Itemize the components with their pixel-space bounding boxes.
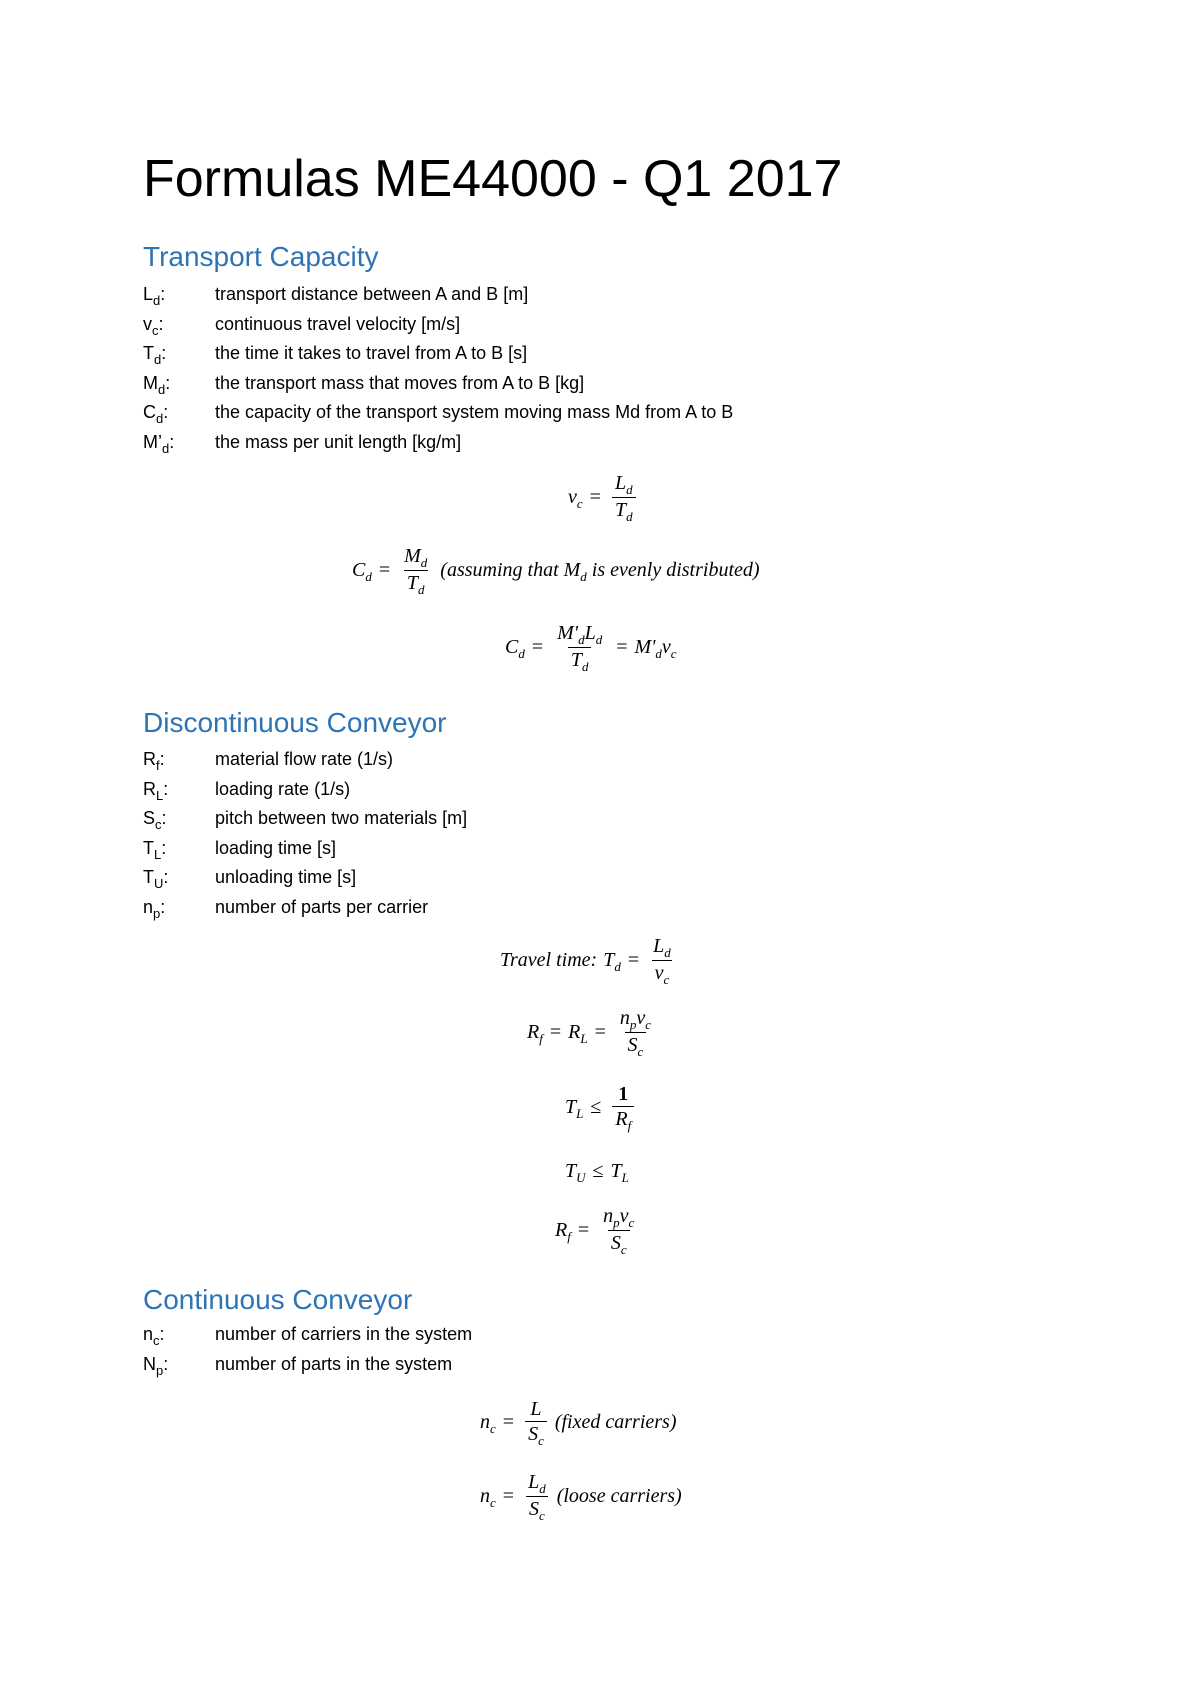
definition-row [143,398,733,428]
definition-row [143,1320,472,1350]
definition-text: loading rate (1/s) [215,778,351,799]
definition-text: number of parts per carrier [215,896,429,917]
loose-carriers-note: (loose carriers) [556,1485,682,1507]
equation-loading-time: $T_L$ ≤ $\frac{1}{R_f}$ [565,1083,638,1132]
travel-time-label: Travel time: [500,949,598,971]
symbol: $n_c$: [143,1324,165,1348]
definition-row [143,745,467,775]
symbol: $M’_d$: [143,431,175,456]
page-title: Formulas ME44000 - Q1 2017 [143,150,843,208]
definition-text: unloading time [s] [215,867,357,887]
equation-loose-carriers: $n_c$ = $\frac{L_d}{S_c}$ (loose carriers) [480,1471,682,1523]
definitions-transport [143,280,733,457]
equation-velocity: $v_c$ = $\frac{L_d}{T_d}$ [568,472,640,523]
definition-row [143,369,733,399]
definition-row [143,775,467,805]
definition-row [143,863,467,893]
symbol: $T_U$: [143,867,169,891]
heading-continuous-conveyor: Continuous Conveyor [143,1284,413,1315]
definition-text: loading time [s] [215,837,337,858]
definition-row [143,339,733,369]
definition-text: pitch between two materials [m] [215,808,468,828]
definition-text: number of parts in the system [215,1353,453,1374]
definition-row [143,310,733,340]
definition-row [143,1350,472,1380]
symbol: $N_p$: [143,1353,169,1378]
definition-row [143,834,467,864]
definition-text: the transport mass that moves from A to B [kg] [215,372,585,393]
symbol: $T_d$: [143,343,167,367]
definition-row [143,893,467,923]
definition-text: number of carriers in the system [215,1324,473,1344]
symbol: $C_d$: [143,402,169,426]
symbol: $n_p$: [143,896,166,921]
symbol: $T_L$: [143,837,167,862]
symbol: $M_d$: [143,372,171,397]
definition-text: material flow rate (1/s) [215,749,394,769]
equation-capacity-per-length: $C_d$ = $\frac{M'_dL_d}{T_d}$ = $M'_dv_c$ [505,622,677,674]
symbol: $L_d$: [143,284,166,308]
equation-travel-time: Travel time: $T_d$ = $\frac{L_d}{v_c}$ [500,935,671,987]
definitions-continuous [143,1320,472,1379]
equation-flow-rate: $R_f$ = $R_L$ = $\frac{n_pv_c}{S_c}$ [527,1007,652,1059]
definition-row [143,280,733,310]
definition-text: the capacity of the transport system moving mass Md from A to B [215,402,734,422]
definitions-discontinuous [143,745,467,922]
definition-text: the time it takes to travel from A to B [s] [215,343,528,363]
definition-row [143,804,467,834]
equation-capacity: $C_d$ = $\frac{M_d}{T_d}$ (assuming that $M_d$ is evenly distributed) [352,545,760,597]
equation-unloading-time: $T_U$ ≤ $T_L$ [565,1160,629,1185]
symbol: $R_f$: [143,749,165,773]
symbol: $R_L$: [143,778,169,803]
fixed-carriers-note: (fixed carriers) [554,1411,677,1433]
equation-note: (assuming that $M_d$ is evenly distributed) [440,559,760,584]
definition-text: continuous travel velocity [m/s] [215,313,461,334]
heading-discontinuous-conveyor: Discontinuous Conveyor [143,707,447,738]
symbol: $v_c$: [143,313,164,338]
equation-flow-rate-2: $R_f$ = $\frac{n_pv_c}{S_c}$ [555,1205,635,1257]
definition-text: the mass per unit length [kg/m] [215,431,462,452]
definition-text: transport distance between A and B [m] [215,284,529,304]
symbol: $S_c$: [143,808,167,832]
heading-transport-capacity: Transport Capacity [143,241,379,272]
equation-fixed-carriers: $n_c$ = $\frac{L}{S_c}$ (fixed carriers) [480,1398,677,1448]
definition-row [143,428,733,458]
